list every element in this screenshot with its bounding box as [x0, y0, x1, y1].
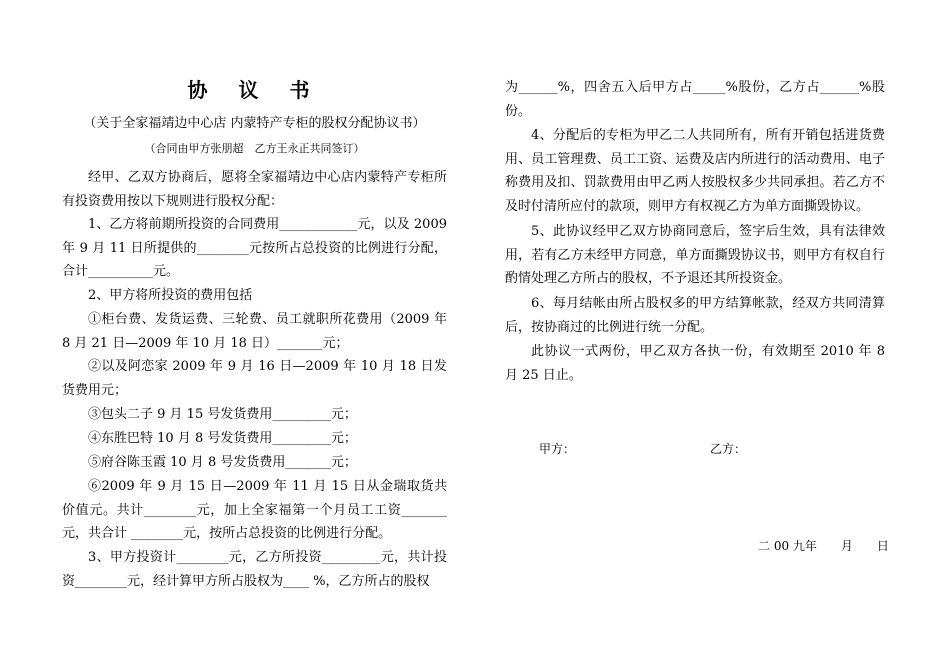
- party-a-signature-label: 甲方：: [539, 442, 576, 456]
- intro-paragraph: 经甲、乙双方协商后，愿将全家福靖边中心店内蒙特产专柜所有投资费用按以下规则进行股权分配：: [62, 170, 447, 209]
- clause-2-item-1: ①柜台费、发货运费、三轮费、员工就职所花费用（2009 年 8 月 21 日—2009 年 10 月 18 日）_______元；: [62, 312, 447, 351]
- clause-2-item-3: ③包头二子 9 月 15 号发货费用_________元；: [88, 407, 357, 422]
- document-subtitle: （关于全家福靖边中心店 内蒙特产专柜的股权分配协议书）: [83, 116, 426, 131]
- clause-3-continued: 为______%，四舍五入后甲方占_____%股份，乙方占______%股份。: [505, 80, 885, 119]
- clause-4: 4、分配后的专柜为甲乙二人共同所有，所有开销包括进货费用、员工管理费、员工工资、运费及店内所进行的活动费用、电子称费用及扣、罚款费用由甲乙两人按股权多少共同承担。若乙方不及时付清所应付的款项，则甲方有权视乙方为单方面撕毁协议。: [505, 128, 885, 214]
- document-title: 协 议 书: [187, 78, 322, 102]
- clause-1: 1、乙方将前期所投资的合同费用____________元，以及 2009 年 9 月 11 日所提供的________元按所占总投资的比例进行分配，合计__________元。: [62, 217, 447, 279]
- clause-3: 3、甲方投资计________元，乙方所投资_________元，共计投资________元，经计算甲方所占股权为____ %，乙方所占的股权: [62, 550, 447, 589]
- validity-clause: 此协议一式两份，甲乙双方各执一份，有效期至 2010 年 8 月 25 日止。: [505, 344, 885, 383]
- parties-note: （合同由甲方张朋超 乙方王永正共同签订）: [144, 142, 365, 155]
- clause-6: 6、每月结帐由所占股权多的甲方结算帐款，经双方共同清算后，按协商过的比例进行统一分配。: [505, 296, 885, 335]
- clause-2: 2、甲方将所投资的费用包括: [88, 288, 253, 303]
- clause-5: 5、此协议经甲乙双方协商同意后，签字后生效，具有法律效用，若有乙方未经甲方同意，单方面撕毁协议书，则甲方有权自行酌情处理乙方所占的股权，不予退还其所投资金。: [505, 224, 885, 286]
- clause-2-item-5: ⑤府谷陈玉霞 10 月 8 号发货费用_______元；: [88, 455, 357, 470]
- date-line: 二 00 九年 月 日: [758, 539, 889, 553]
- clause-2-item-6: ⑥2009 年 9 月 15 日—2009 年 11 月 15 日从金瑞取货共价值元。共计________元，加上全家福第一个月员工工资_______元，共合计 ________元，按所占总投资的比例进行分配。: [62, 479, 447, 541]
- party-b-signature-label: 乙方：: [710, 442, 747, 456]
- clause-2-item-4: ④东胜巴特 10 月 8 号发货费用_________元；: [88, 431, 357, 446]
- clause-2-item-2: ②以及阿恋家 2009 年 9 月 16 日—2009 年 10 月 18 日发货费用元；: [62, 359, 447, 398]
